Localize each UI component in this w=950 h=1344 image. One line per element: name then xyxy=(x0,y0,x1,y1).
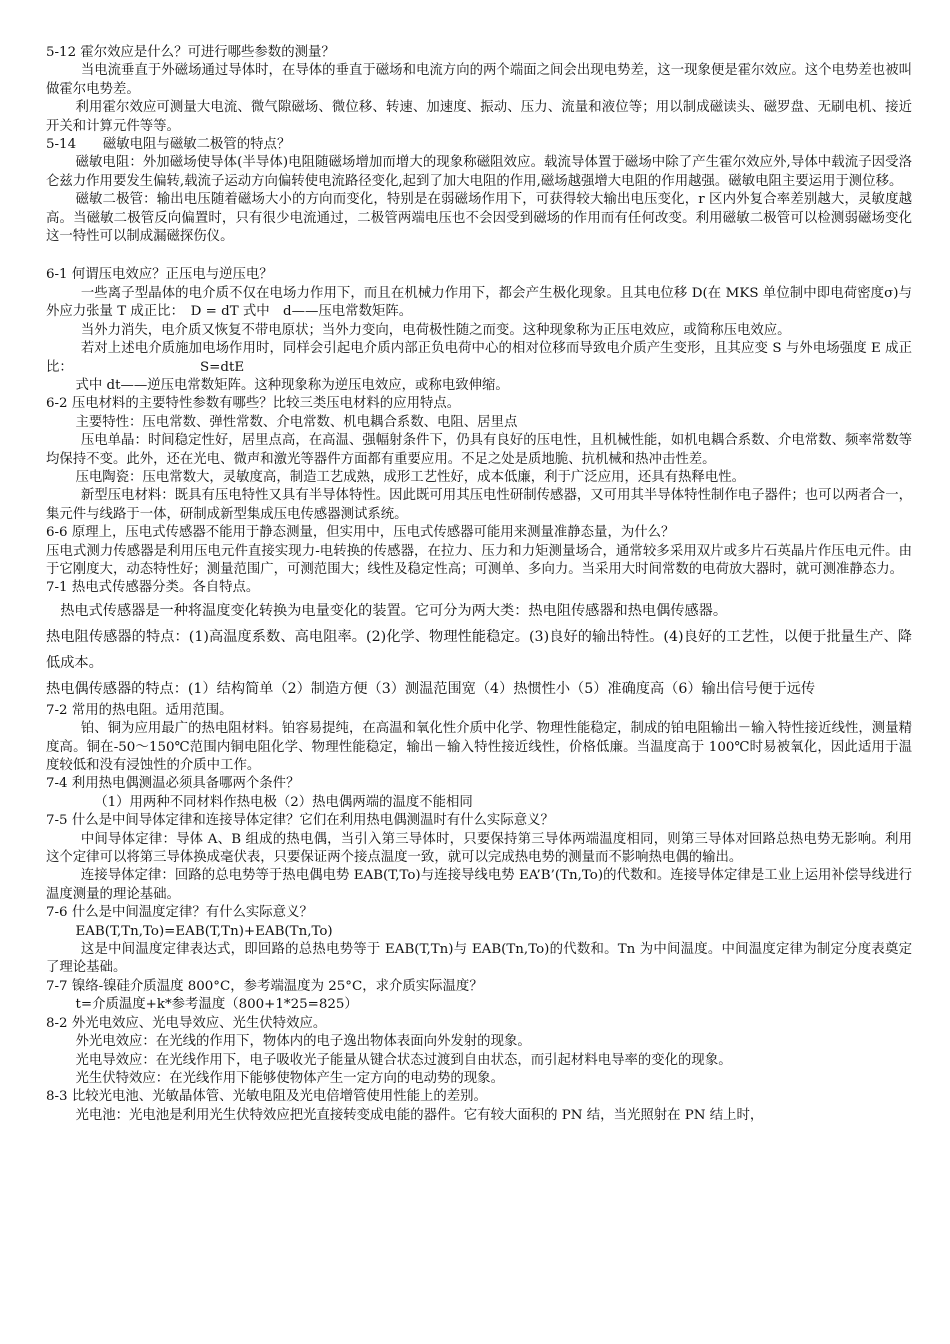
paragraph: 连接导体定律：回路的总电势等于热电偶电势 EAB(T,To)与连接导线电势 EA’B’(Tn,To)的代数和。连接导体定律是工业上运用补偿导线进行温度测量的理论基础。 xyxy=(46,868,912,902)
paragraph: （1）用两种不同材料作热电极（2）热电偶两端的温度不能相同 xyxy=(94,794,473,810)
paragraph: 压电陶瓷：压电常数大，灵敏度高，制造工艺成熟，成形工艺性好，成本低廉，利于广泛应用，还具有热释电性。 xyxy=(75,469,745,485)
question-7-6: 7-6 什么是中间温度定律？有什么实际意义？ xyxy=(46,905,313,921)
paragraph: 热电式传感器是一种将温度变化转换为电量变化的装置。它可分为两大类：热电阻传感器和热电偶传感器。 xyxy=(60,602,728,619)
paragraph: 压电式测力传感器是利用压电元件直接实现力-电转换的传感器，在拉力、压力和力矩测量场合，通常较多采用双片或多片石英晶片作压电元件。由于它刚度大，动态特性好；测量范围广，可测范围大；线性及稳定性高；可测单、多向力。当采用大时间常数的电荷放大器时，就可测准静态力。 xyxy=(46,543,912,577)
paragraph: 当电流垂直于外磁场通过导体时，在导体的垂直于磁场和电流方向的两个端面之间会出现电势差，这一现象便是霍尔效应。这个电势差也被叫做霍尔电势差。 xyxy=(46,63,912,97)
question-8-3: 8-3 比较光电池、光敏晶体管、光敏电阻及光电倍增管使用性能上的差别。 xyxy=(46,1089,487,1105)
paragraph: 磁敏电阻：外加磁场使导体(半导体)电阻随磁场增加而增大的现象称磁阻效应。载流导体置于磁场中除了产生霍尔效应外,导体中载流子因受洛仑兹力作用要发生偏转,载流子运动方向偏转使电流路径变化,起到了加大电阻的作用,磁场越强增大电阻的作用越强。磁敏电阻主要运用于测位移。 xyxy=(46,155,912,189)
paragraph: 若对上述电介质施加电场作用时，同样会引起电介质内部正负电荷中心的相对位移而导致电介质产生变形，且其应变 S 与外电场强度 E 成正比： S=dtE xyxy=(46,341,912,375)
question-7-5: 7-5 什么是中间导体定律和连接导体定律？它们在利用热电偶测温时有什么实际意义？ xyxy=(46,813,554,829)
section-gap xyxy=(46,246,912,266)
document-body xyxy=(46,44,912,1125)
question-8-2: 8-2 外光电效应、光电导效应、光生伏特效应。 xyxy=(46,1015,327,1031)
question-5-14: 5-14 磁敏电阻与磁敏二极管的特点？ xyxy=(46,137,291,153)
paragraph: 主要特性：压电常数、弹性常数、介电常数、机电耦合系数、电阻、居里点 xyxy=(75,414,518,430)
paragraph: 光电池：光电池是利用光生伏特效应把光直接转变成电能的器件。它有较大面积的 PN 结，当光照射在 PN 结上时， xyxy=(75,1107,764,1123)
paragraph: 利用霍尔效应可测量大电流、微气隙磁场、微位移、转速、加速度、振动、压力、流量和液位等；用以制成磁读头、磁罗盘、无刷电机、接近开关和计算元件等等。 xyxy=(46,100,912,134)
paragraph: 铂、铜为应用最广的热电阻材料。铂容易提纯，在高温和氧化性介质中化学、物理性能稳定，制成的铂电阻输出－输入特性接近线性，测量精度高。铜在-50～150℃范围内铜电阻化学、物理性能稳定，输出－输入特性接近线性，价格低廉。当温度高于 100℃时易被氧化，因此适用于温度较低和没有浸蚀性的介质中工作。 xyxy=(46,721,912,773)
question-7-1: 7-1 热电式传感器分类。各自特点。 xyxy=(46,580,260,596)
paragraph: 热电偶传感器的特点：(1）结构简单（2）制造方便（3）测温范围宽（4）热惯性小（5）准确度高（6）输出信号便于远传 xyxy=(46,680,816,697)
paragraph: 热电阻传感器的特点：(1)高温度系数、高电阻率。(2)化学、物理性能稳定。(3)良好的输出特性。(4)良好的工艺性，以便于批量生产、降低成本。 xyxy=(46,628,912,671)
paragraph: 光生伏特效应：在光线作用下能够使物体产生一定方向的电动势的现象。 xyxy=(75,1070,504,1086)
question-7-7: 7-7 镍络-镍硅介质温度 800°C，参考端温度为 25°C，求介质实际温度？ xyxy=(46,978,483,994)
question-7-4: 7-4 利用热电偶测温必须具备哪两个条件？ xyxy=(46,776,300,792)
formula: EAB(T,Tn,To)=EAB(T,Tn)+EAB(Tn,To) xyxy=(75,923,333,939)
paragraph: 中间导体定律：导体 A、B 组成的热电偶，当引入第三导体时，只要保持第三导体两端温度相同，则第三导体对回路总热电势无影响。利用这个定律可以将第三导体换成毫伏表，只要保证两个接点温度一致，就可以完成热电势的测量而不影响热电偶的输出。 xyxy=(46,831,912,866)
paragraph: t=介质温度+k*参考温度（800+1*25=825） xyxy=(75,997,358,1013)
question-5-12: 5-12 霍尔效应是什么？可进行哪些参数的测量？ xyxy=(46,45,335,60)
paragraph: 当外力消失，电介质又恢复不带电原状；当外力变向，电荷极性随之而变。这种现象称为正压电效应，或简称压电效应。 xyxy=(80,322,791,338)
paragraph: 外光电效应：在光线的作用下，物体内的电子逸出物体表面向外发射的现象。 xyxy=(75,1034,531,1050)
paragraph: 光电导效应：在光线作用下，电子吸收光子能量从键合状态过渡到自由状态，而引起材料电导率的变化的现象。 xyxy=(75,1052,732,1068)
paragraph: 式中 dt——逆压电常数矩阵。这种现象称为逆压电效应，或称电致伸缩。 xyxy=(75,377,509,393)
question-6-1: 6-1 何谓压电效应？正压电与逆压电？ xyxy=(46,267,273,283)
question-6-6: 6-6 原理上，压电式传感器不能用于静态测量，但实用中，压电式传感器可能用来测量准静态量，为什么？ xyxy=(46,525,675,541)
question-7-2: 7-2 常用的热电阻。适用范围。 xyxy=(46,702,233,718)
question-6-2: 6-2 压电材料的主要特性参数有哪些？比较三类压电材料的应用特点。 xyxy=(46,396,461,412)
paragraph: 这是中间温度定律表达式，即回路的总热电势等于 EAB(T,Tn)与 EAB(Tn,To)的代数和。Tn 为中间温度。中间温度定律为制定分度表奠定了理论基础。 xyxy=(46,942,912,976)
paragraph: 压电单晶：时间稳定性好，居里点高，在高温、强幅射条件下，仍具有良好的压电性，且机械性能，如机电耦合系数、介电常数、频率常数等均保持不变。此外，还在光电、微声和激光等器件方面都有重要应用。不足之处是质地脆、抗机械和热冲击性差。 xyxy=(46,433,912,467)
paragraph: 磁敏二极管：输出电压随着磁场大小的方向而变化，特别是在弱磁场作用下，可获得较大输出电压变化，r 区内外复合率差别越大，灵敏度越高。当磁敏二极管反向偏置时，只有很少电流通过，二极管两端电压也不会因受到磁场的作用而有任何改变。利用磁敏二极管可以检测弱磁场变化这一特性可以制成漏磁探伤仪。 xyxy=(46,192,912,245)
paragraph: 一些离子型晶体的电介质不仅在电场力作用下，而且在机械力作用下，都会产生极化现象。且其电位移 D(在 MKS 单位制中即电荷密度σ)与外应力张量 T 成正比： D = dT 式中 d——压电常数矩阵。 xyxy=(46,285,912,320)
paragraph: 新型压电材料：既具有压电特性又具有半导体特性。因此既可用其压电性研制传感器，又可用其半导体特性制作电子器件；也可以两者合一，集元件与线路于一体，研制成新型集成压电传感器测试系统。 xyxy=(46,488,912,522)
